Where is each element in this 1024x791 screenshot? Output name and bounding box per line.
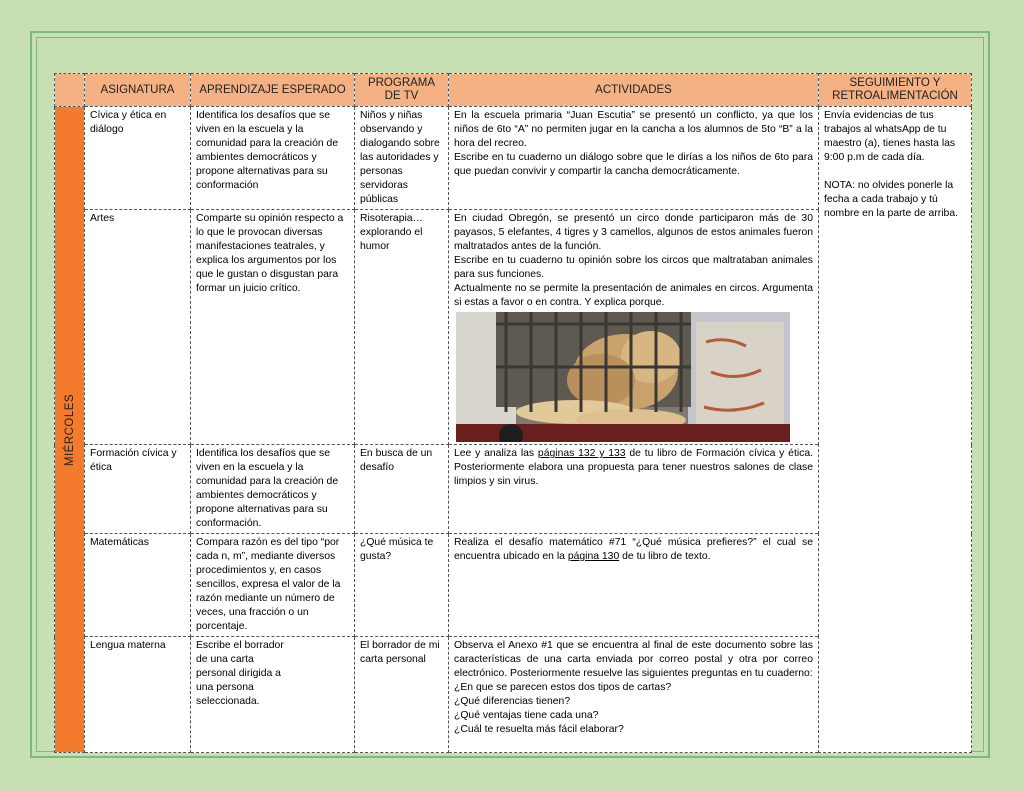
cell-asignatura: Lengua materna xyxy=(85,637,191,753)
header-corner xyxy=(55,74,85,107)
table-row xyxy=(55,107,972,210)
lesson-plan-table xyxy=(54,73,972,753)
header-programa: PROGRAMA DE TV xyxy=(355,74,449,107)
cell-actividades xyxy=(449,534,819,637)
activity-text: En la escuela primaria “Juan Escutia” se presentó un conflicto, ya que los niños de 6to “A” no permiten jugar en la cancha a los alumnos de 5to “B” a la hora del recreo. xyxy=(454,110,813,149)
activity-text: En ciudad Obregón, se presentó un circo donde participaron más de 30 payasos, 5 elefantes, 4 tigres y 3 camellos, algunos de estos animales fueron maltratados antes de la función. xyxy=(454,213,813,252)
cell-actividades xyxy=(449,445,819,534)
activity-text: Escribe en tu cuaderno tu opinión sobre los circos que maltrataban animales para sus funciones. xyxy=(454,255,813,280)
activity-text: Realiza el desafío matemático #71 “¿Qué música prefieres?” el cual se encuentra ubicado en la xyxy=(454,537,813,562)
cell-asignatura: Matemáticas xyxy=(85,534,191,637)
seguimiento-text: Envía evidencias de tus trabajos al whatsApp de tu maestro (a), tienes hasta las 9:00 p.m de cada día. xyxy=(824,110,956,163)
cell-aprendizaje: Identifica los desafíos que se viven en la escuela y la comunidad para la creación de ambientes democráticos y propone alternativas para su conformación xyxy=(191,107,355,210)
cell-programa: ¿Qué música te gusta? xyxy=(355,534,449,637)
cell-programa: En busca de un desafío xyxy=(355,445,449,534)
cell-actividades xyxy=(449,637,819,753)
programa-line: El borrador de mi xyxy=(360,640,440,651)
day-cell xyxy=(55,107,85,753)
cell-asignatura: Cívica y ética en diálogo xyxy=(85,107,191,210)
cell-aprendizaje: Identifica los desafíos que se viven en la escuela y la comunidad para la creación de ambientes democráticos y propone alternativas para su conformación. xyxy=(191,445,355,534)
spacer xyxy=(824,165,966,179)
activity-text: Observa el Anexo #1 que se encuentra al final de este documento sobre las características de una carta enviada por correo postal y otra por correo electrónico. Posteriormente resuelve las siguientes preguntas en tu cuaderno: xyxy=(454,640,813,679)
circus-lion-photo xyxy=(456,312,790,442)
cell-aprendizaje: Compara razón es del tipo “por cada n, m”, mediante diversos procedimientos y, en casos sencillos, expresa el valor de la razón mediante un número de veces, una fracción o un porcentaje. xyxy=(191,534,355,637)
header-actividades: ACTIVIDADES xyxy=(449,74,819,107)
cell-seguimiento xyxy=(819,107,972,753)
page-reference: página 130 xyxy=(567,551,620,562)
activity-question: ¿Qué ventajas tiene cada una? xyxy=(454,710,599,721)
activity-text: de tu libro de Formación cívica y ética. Posteriormente elabora una propuesta para tener nuestros salones de clase limpios y sin virus. xyxy=(454,448,814,487)
cell-programa: Niños y niñas observando y dialogando sobre las autoridades y personas servidoras públicas xyxy=(355,107,449,210)
cell-asignatura: Artes xyxy=(85,210,191,445)
cell-actividades xyxy=(449,107,819,210)
header-asignatura: ASIGNATURA xyxy=(85,74,191,107)
aprendizaje-line: de una carta xyxy=(196,654,254,665)
aprendizaje-line: una persona xyxy=(196,682,254,693)
cell-aprendizaje xyxy=(191,637,355,753)
activity-question: ¿En que se parecen estos dos tipos de cartas? xyxy=(454,682,672,693)
aprendizaje-line: personal dirigida a xyxy=(196,668,281,679)
cell-aprendizaje: Comparte su opinión respecto a lo que le provocan diversas manifestaciones teatrales, y explica los argumentos por los que le gustan o disgustan para formar un juicio crítico. xyxy=(191,210,355,445)
day-label: MIÉRCOLES xyxy=(63,393,76,466)
page-reference: páginas 132 y 133 xyxy=(537,448,626,459)
cell-programa xyxy=(355,637,449,753)
seguimiento-note: NOTA: no olvides ponerle la fecha a cada trabajo y tú nombre en la parte de arriba. xyxy=(824,180,959,219)
header-seguimiento: SEGUIMIENTO Y RETROALIMENTACIÓN xyxy=(819,74,972,107)
cell-programa: Risoterapia… explorando el humor xyxy=(355,210,449,445)
cell-actividades xyxy=(449,210,819,445)
activity-text: de tu libro de texto. xyxy=(619,551,711,562)
header-aprendizaje: APRENDIZAJE ESPERADO xyxy=(191,74,355,107)
activity-question: ¿Cuál te resuelta más fácil elaborar? xyxy=(454,724,624,735)
activity-text: Lee y analiza las xyxy=(454,448,538,459)
activity-text: Actualmente no se permite la presentación de animales en circos. Argumenta si estas a favor o en contra. Y explica porque. xyxy=(454,283,813,308)
activity-text: Escribe en tu cuaderno un diálogo sobre que le dirías a los niños de 6to para que puedan convivir y compartir la cancha democráticamente. xyxy=(454,152,813,177)
activity-question: ¿Qué diferencias tienen? xyxy=(454,696,571,707)
programa-line: carta personal xyxy=(360,654,426,665)
aprendizaje-line: seleccionada. xyxy=(196,696,260,707)
cell-asignatura: Formación cívica y ética xyxy=(85,445,191,534)
aprendizaje-line: Escribe el borrador xyxy=(196,640,284,651)
